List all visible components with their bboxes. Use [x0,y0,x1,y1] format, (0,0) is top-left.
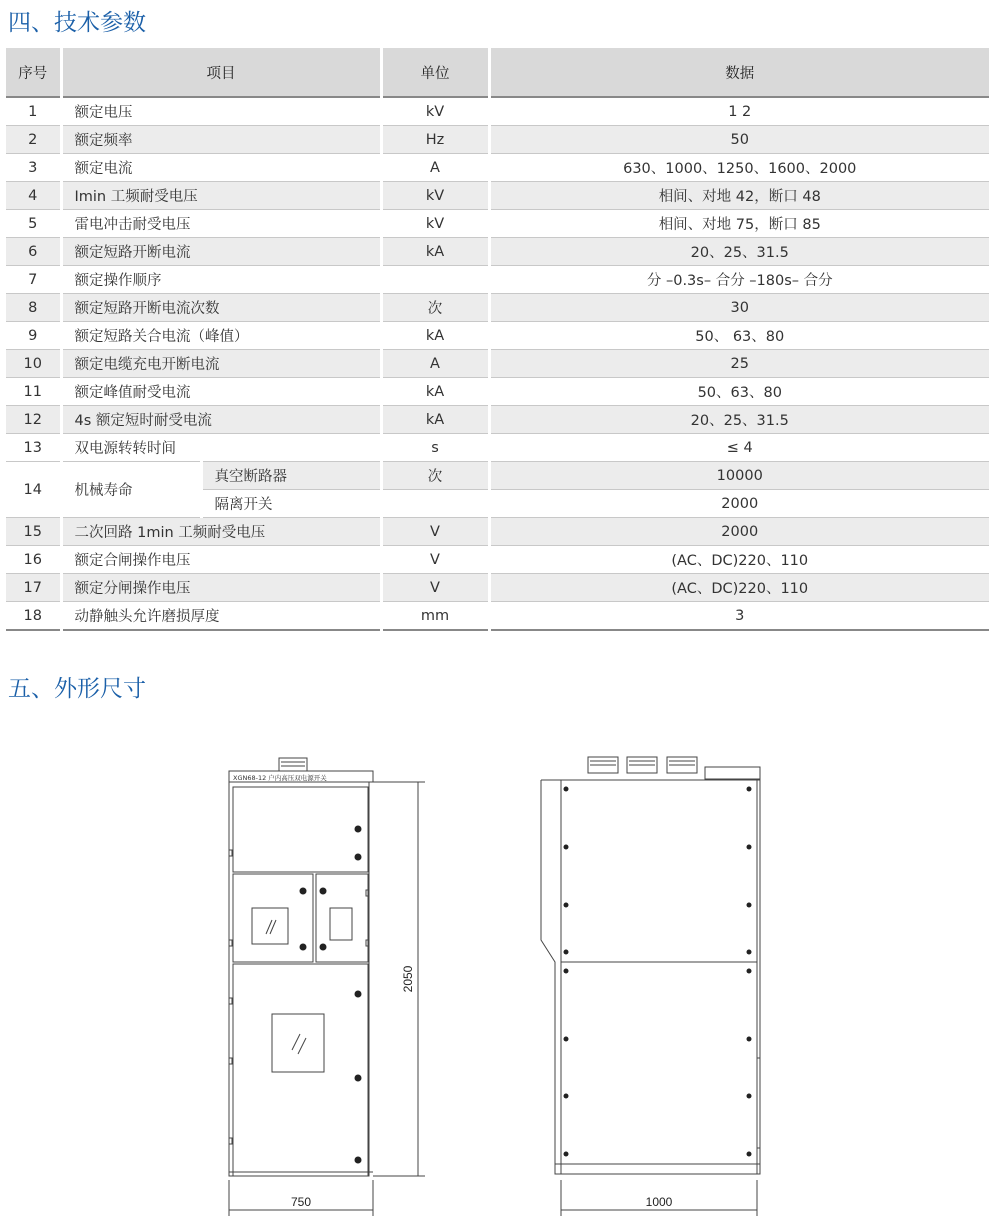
row-unit: kV [381,210,489,238]
row-unit: V [381,518,489,546]
row-data: 25 [489,350,989,378]
row-number: 14 [6,462,61,518]
row-number: 15 [6,518,61,546]
row-number: 13 [6,434,61,462]
table-row [6,294,989,322]
row-unit [381,266,489,294]
row-data: 20、25、31.5 [489,406,989,434]
header-no: 序号 [6,48,61,97]
row-number: 7 [6,266,61,294]
front-width-dimension: 750 [290,1195,312,1209]
height-dimension: 2050 [401,965,415,993]
row-number: 17 [6,574,61,602]
row-unit: mm [381,602,489,631]
row-number: 11 [6,378,61,406]
row-data: 630、1000、1250、1600、2000 [489,154,989,182]
row-number: 2 [6,126,61,154]
row-unit: kA [381,322,489,350]
row-number: 16 [6,546,61,574]
table-row [6,574,989,602]
row-data: 相间、对地 42，断口 48 [489,182,989,210]
row-data: 相间、对地 75，断口 85 [489,210,989,238]
table-row [6,518,989,546]
row-data: 20、25、31.5 [489,238,989,266]
table-row [6,602,989,631]
header-unit: 单位 [381,48,489,97]
row-data: 50 [489,126,989,154]
row-unit: kV [381,97,489,126]
table-row [6,434,989,462]
row-data: 3 [489,602,989,631]
table-row [6,462,989,490]
table-row [6,97,989,126]
dimension-drawing [0,740,996,1230]
row-item: 机械寿命 [61,462,201,518]
table-row [6,266,989,294]
row-item: 额定操作顺序 [61,266,381,294]
row-data: 50、63、80 [489,378,989,406]
row-data: 2000 [489,518,989,546]
row-item: 额定分闸操作电压 [61,574,381,602]
row-unit: kA [381,406,489,434]
row-unit: kA [381,378,489,406]
row-number: 5 [6,210,61,238]
table-row [6,322,989,350]
row-data: 50、 63、80 [489,322,989,350]
row-number: 18 [6,602,61,631]
row-unit: V [381,546,489,574]
row-item: 额定短路开断电流 [61,238,381,266]
table-row [6,350,989,378]
row-item: 双电源转转时间 [61,434,381,462]
row-number: 12 [6,406,61,434]
row-data: 分 –0.3s– 合分 –180s– 合分 [489,266,989,294]
table-row [6,406,989,434]
row-number: 8 [6,294,61,322]
side-view [541,757,760,1216]
row-data: 1 2 [489,97,989,126]
row-item: 二次回路 1min 工频耐受电压 [61,518,381,546]
row-item: 动静触头允许磨损厚度 [61,602,381,631]
row-data: 30 [489,294,989,322]
row-item: Imin 工频耐受电压 [61,182,381,210]
row-number: 1 [6,97,61,126]
row-item: 额定电缆充电开断电流 [61,350,381,378]
table-row [6,210,989,238]
table-row [6,126,989,154]
section-title-dimensions: 五、外形尺寸 [8,676,146,702]
row-unit: A [381,154,489,182]
row-unit: A [381,350,489,378]
row-unit: s [381,434,489,462]
header-data: 数据 [489,48,989,97]
row-number: 10 [6,350,61,378]
row-data: (AC、DC)220、110 [489,546,989,574]
row-subitem: 隔离开关 [201,490,381,518]
row-number: 6 [6,238,61,266]
table-header-row [6,48,989,97]
row-item: 额定短路关合电流（峰值） [61,322,381,350]
row-data: 2000 [489,490,989,518]
row-number: 4 [6,182,61,210]
table-row [6,378,989,406]
row-item: 额定合闸操作电压 [61,546,381,574]
table-row [6,154,989,182]
row-item: 额定电压 [61,97,381,126]
table-row [6,182,989,210]
row-data: 10000 [489,462,989,490]
row-unit: kV [381,182,489,210]
front-panel-label: XGN68-12 户内高压双电源开关 [233,774,327,782]
section-title-tech-params: 四、技术参数 [8,10,146,36]
row-subitem: 真空断路器 [201,462,381,490]
side-width-dimension: 1000 [645,1195,673,1209]
row-data: ≤ 4 [489,434,989,462]
row-number: 3 [6,154,61,182]
table-row [6,238,989,266]
tech-params-table [6,48,989,631]
row-number: 9 [6,322,61,350]
row-unit: 次 [381,462,489,490]
row-item: 额定短路开断电流次数 [61,294,381,322]
row-unit: 次 [381,294,489,322]
row-unit: Hz [381,126,489,154]
row-unit [381,490,489,518]
header-item: 项目 [61,48,381,97]
row-item: 额定峰值耐受电流 [61,378,381,406]
row-unit: V [381,574,489,602]
table-row [6,546,989,574]
front-view [229,758,425,1216]
row-item: 4s 额定短时耐受电流 [61,406,381,434]
row-item: 雷电冲击耐受电压 [61,210,381,238]
row-item: 额定电流 [61,154,381,182]
row-unit: kA [381,238,489,266]
row-data: (AC、DC)220、110 [489,574,989,602]
row-item: 额定频率 [61,126,381,154]
